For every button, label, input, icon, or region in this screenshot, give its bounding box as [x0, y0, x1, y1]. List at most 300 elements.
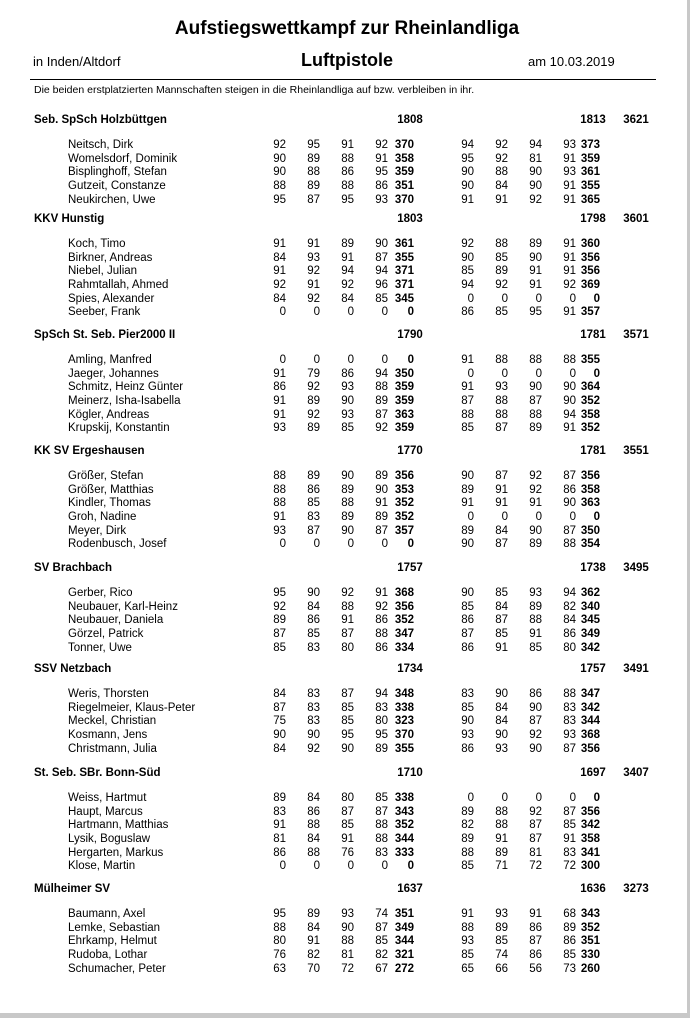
shooter-row [0, 908, 694, 922]
shooter-name: Klose, Martin [68, 860, 136, 873]
series-score: 0 [467, 292, 474, 305]
shooter-row [0, 238, 694, 252]
series-score: 89 [495, 265, 508, 278]
series-score: 80 [341, 792, 354, 804]
team-block [0, 210, 694, 320]
shooter-name: Tonner, Uwe [68, 641, 132, 654]
team-header [0, 880, 694, 902]
round-total: 350 [580, 524, 600, 537]
round-total: 358 [580, 483, 600, 496]
series-score: 87 [563, 742, 576, 755]
series-score: 87 [375, 805, 388, 818]
series-score: 90 [273, 152, 286, 165]
round-total: 343 [580, 908, 600, 920]
team-name: SV Brachbach [34, 562, 112, 574]
series-score: 84 [307, 792, 320, 804]
series-score: 88 [563, 688, 576, 700]
round-total: 334 [394, 641, 414, 654]
team-name: Seb. SpSch Holzbüttgen [34, 114, 167, 126]
shooter-name: Kögler, Andreas [68, 408, 150, 421]
series-score: 91 [563, 422, 576, 435]
shooter-name: Groh, Nadine [68, 511, 137, 524]
series-score: 86 [529, 949, 542, 962]
series-score: 92 [273, 600, 286, 613]
series-score: 88 [529, 408, 542, 421]
series-score: 86 [375, 614, 388, 627]
shooter-row [0, 601, 694, 615]
shooter-name: Christmann, Julia [68, 742, 157, 755]
series-score: 0 [381, 860, 388, 873]
series-score: 82 [375, 949, 388, 962]
round-total: 350 [394, 367, 414, 380]
round-total: 347 [580, 688, 600, 700]
series-score: 91 [495, 641, 508, 654]
series-score: 84 [273, 292, 286, 305]
series-score: 93 [495, 742, 508, 755]
series-score: 95 [273, 908, 286, 920]
series-score: 85 [563, 819, 576, 832]
series-score: 89 [307, 152, 320, 165]
round-total: 272 [394, 962, 414, 975]
series-score: 74 [495, 949, 508, 962]
series-score: 85 [461, 600, 474, 613]
series-score: 91 [341, 251, 354, 264]
series-score: 56 [529, 962, 542, 975]
series-score: 89 [341, 483, 354, 496]
series-score: 85 [495, 306, 508, 319]
series-score: 85 [375, 792, 388, 804]
shooter-name: Görzel, Patrick [68, 628, 144, 641]
series-score: 76 [273, 949, 286, 962]
series-score: 87 [307, 524, 320, 537]
series-score: 88 [495, 819, 508, 832]
series-score: 88 [495, 395, 508, 408]
series-score: 90 [529, 524, 542, 537]
series-score: 90 [529, 742, 542, 755]
shooter-row [0, 265, 694, 279]
series-score: 85 [341, 715, 354, 728]
series-score: 0 [569, 367, 576, 380]
series-score: 90 [341, 470, 354, 482]
series-score: 89 [307, 395, 320, 408]
series-score: 0 [279, 306, 286, 319]
series-score: 88 [273, 921, 286, 934]
series-score: 92 [529, 193, 542, 206]
series-score: 85 [341, 422, 354, 435]
team-sum-first-round: 1757 [397, 562, 423, 574]
series-score: 94 [563, 587, 576, 599]
round-total: 355 [580, 354, 600, 366]
series-score: 0 [535, 511, 542, 524]
round-total: 345 [580, 614, 600, 627]
series-score: 0 [535, 292, 542, 305]
series-score: 90 [273, 729, 286, 742]
series-score: 87 [375, 921, 388, 934]
round-total: 338 [394, 701, 414, 714]
team-sum-first-round: 1803 [397, 213, 423, 225]
team-name: SpSch St. Seb. Pier2000 II [34, 329, 176, 341]
series-score: 88 [341, 600, 354, 613]
series-score: 93 [375, 193, 388, 206]
round-total: 356 [394, 600, 414, 613]
series-score: 92 [461, 238, 474, 250]
series-score: 87 [461, 628, 474, 641]
series-score: 91 [273, 395, 286, 408]
round-total: 0 [407, 354, 414, 366]
series-score: 88 [461, 921, 474, 934]
round-total: 343 [394, 805, 414, 818]
series-score: 91 [375, 587, 388, 599]
team-sum-second-round: 1697 [580, 767, 606, 779]
series-score: 92 [495, 279, 508, 292]
series-score: 83 [563, 715, 576, 728]
round-total: 355 [580, 180, 600, 193]
series-score: 68 [563, 908, 576, 920]
team-header [0, 111, 694, 133]
series-score: 88 [563, 538, 576, 551]
round-total: 356 [580, 265, 600, 278]
series-score: 92 [529, 470, 542, 482]
series-score: 85 [375, 935, 388, 948]
series-score: 85 [495, 628, 508, 641]
series-score: 93 [307, 251, 320, 264]
series-score: 91 [563, 833, 576, 846]
series-score: 88 [461, 846, 474, 859]
series-score: 89 [375, 470, 388, 482]
series-score: 93 [529, 587, 542, 599]
series-score: 90 [529, 166, 542, 179]
series-score: 93 [461, 729, 474, 742]
series-score: 87 [529, 395, 542, 408]
series-score: 85 [495, 587, 508, 599]
series-score: 91 [341, 833, 354, 846]
series-score: 87 [563, 524, 576, 537]
series-score: 0 [501, 367, 508, 380]
series-score: 85 [461, 949, 474, 962]
series-score: 0 [279, 860, 286, 873]
series-score: 93 [495, 908, 508, 920]
series-score: 94 [461, 279, 474, 292]
series-score: 0 [313, 354, 320, 366]
series-score: 89 [307, 470, 320, 482]
shooter-row [0, 279, 694, 293]
series-score: 0 [347, 306, 354, 319]
series-score: 84 [495, 600, 508, 613]
team-header [0, 442, 694, 464]
round-total: 330 [580, 949, 600, 962]
round-total: 351 [394, 908, 414, 920]
shooter-name: Hartmann, Matthias [68, 819, 169, 832]
series-score: 88 [341, 152, 354, 165]
shooter-row [0, 395, 694, 409]
series-score: 90 [529, 251, 542, 264]
series-score: 89 [307, 180, 320, 193]
series-score: 95 [461, 152, 474, 165]
shooter-row [0, 614, 694, 628]
shooter-row [0, 963, 694, 977]
series-score: 75 [273, 715, 286, 728]
series-score: 91 [563, 251, 576, 264]
series-score: 87 [341, 805, 354, 818]
series-score: 92 [307, 742, 320, 755]
series-score: 92 [273, 279, 286, 292]
round-total: 349 [394, 921, 414, 934]
series-score: 90 [461, 251, 474, 264]
series-score: 88 [307, 819, 320, 832]
round-total: 356 [580, 805, 600, 818]
round-total: 349 [580, 628, 600, 641]
series-score: 88 [495, 805, 508, 818]
series-score: 83 [563, 846, 576, 859]
round-total: 351 [394, 180, 414, 193]
series-score: 91 [375, 152, 388, 165]
series-score: 92 [375, 600, 388, 613]
series-score: 85 [563, 949, 576, 962]
round-total: 353 [394, 483, 414, 496]
series-score: 83 [375, 846, 388, 859]
round-total: 361 [580, 166, 600, 179]
team-sum-second-round: 1781 [580, 329, 606, 341]
series-score: 87 [495, 614, 508, 627]
series-score: 93 [341, 381, 354, 394]
shooter-name: Kindler, Thomas [68, 497, 151, 510]
series-score: 94 [563, 408, 576, 421]
series-score: 95 [341, 729, 354, 742]
series-score: 89 [341, 238, 354, 250]
shooter-row [0, 194, 694, 208]
round-total: 365 [580, 193, 600, 206]
header-divider [30, 79, 656, 80]
team-total: 3571 [623, 329, 649, 341]
series-score: 90 [529, 180, 542, 193]
series-score: 80 [375, 715, 388, 728]
series-score: 82 [307, 949, 320, 962]
series-score: 0 [313, 538, 320, 551]
series-score: 95 [375, 729, 388, 742]
series-score: 95 [273, 193, 286, 206]
series-score: 86 [563, 628, 576, 641]
round-total: 351 [580, 935, 600, 948]
series-score: 91 [461, 381, 474, 394]
series-score: 76 [341, 846, 354, 859]
series-score: 93 [461, 935, 474, 948]
series-score: 88 [341, 935, 354, 948]
shooter-row [0, 525, 694, 539]
series-score: 92 [307, 292, 320, 305]
series-score: 92 [307, 381, 320, 394]
series-score: 89 [461, 483, 474, 496]
series-score: 89 [529, 238, 542, 250]
series-score: 94 [529, 139, 542, 151]
series-score: 87 [273, 701, 286, 714]
series-score: 90 [341, 742, 354, 755]
round-total: 300 [580, 860, 600, 873]
series-score: 92 [375, 139, 388, 151]
series-score: 89 [273, 614, 286, 627]
shooter-name: Lysik, Boguslaw [68, 833, 151, 846]
series-score: 90 [273, 166, 286, 179]
series-score: 90 [563, 395, 576, 408]
shooter-name: Neukirchen, Uwe [68, 193, 156, 206]
page-title: Aufstiegswettkampf zur Rheinlandliga [174, 18, 520, 39]
series-score: 83 [307, 688, 320, 700]
series-score: 86 [307, 805, 320, 818]
series-score: 85 [307, 497, 320, 510]
shooter-row [0, 935, 694, 949]
series-score: 90 [495, 688, 508, 700]
shooter-name: Neitsch, Dirk [68, 139, 134, 151]
shooter-name: Bisplinghoff, Stefan [68, 166, 167, 179]
shooter-name: Lemke, Sebastian [68, 921, 161, 934]
shooter-name: Amling, Manfred [68, 354, 152, 366]
series-score: 91 [563, 193, 576, 206]
series-score: 91 [495, 483, 508, 496]
series-score: 87 [495, 538, 508, 551]
series-score: 66 [495, 962, 508, 975]
team-total: 3495 [623, 562, 649, 574]
shooter-name: Neubauer, Daniela [68, 614, 164, 627]
series-score: 80 [341, 641, 354, 654]
series-score: 91 [307, 238, 320, 250]
series-score: 94 [375, 367, 388, 380]
series-score: 87 [495, 470, 508, 482]
shooter-row [0, 511, 694, 525]
round-total: 371 [394, 279, 414, 292]
date-label: am 10.03.2019 [528, 54, 615, 69]
series-score: 93 [563, 139, 576, 151]
team-block [0, 326, 694, 436]
team-total: 3491 [623, 663, 649, 675]
series-score: 89 [529, 538, 542, 551]
round-total: 344 [580, 715, 600, 728]
round-total: 0 [407, 306, 414, 319]
series-score: 84 [495, 180, 508, 193]
series-score: 86 [273, 846, 286, 859]
team-name: St. Seb. SBr. Bonn-Süd [34, 767, 161, 779]
series-score: 90 [461, 587, 474, 599]
shooter-name: Größer, Stefan [68, 470, 144, 482]
series-score: 86 [341, 166, 354, 179]
team-sum-first-round: 1808 [397, 114, 423, 126]
series-score: 91 [461, 354, 474, 366]
shooter-name: Kosmann, Jens [68, 729, 148, 742]
venue-label: in Inden/Altdorf [33, 54, 121, 69]
series-score: 0 [501, 511, 508, 524]
team-sum-second-round: 1798 [580, 213, 606, 225]
series-score: 86 [461, 742, 474, 755]
series-score: 89 [375, 395, 388, 408]
series-score: 82 [461, 819, 474, 832]
round-total: 370 [394, 139, 414, 151]
round-total: 352 [394, 819, 414, 832]
round-total: 355 [394, 742, 414, 755]
series-score: 85 [307, 628, 320, 641]
round-total: 348 [394, 688, 414, 700]
series-score: 92 [563, 279, 576, 292]
series-score: 93 [341, 908, 354, 920]
series-score: 91 [563, 180, 576, 193]
round-total: 357 [580, 306, 600, 319]
series-score: 85 [495, 935, 508, 948]
series-score: 88 [375, 381, 388, 394]
shooter-name: Weris, Thorsten [68, 688, 149, 700]
round-total: 260 [580, 962, 600, 975]
series-score: 67 [375, 962, 388, 975]
team-sum-first-round: 1790 [397, 329, 423, 341]
series-score: 85 [461, 860, 474, 873]
round-total: 354 [580, 538, 600, 551]
shooter-name: Birkner, Andreas [68, 251, 153, 264]
series-score: 86 [461, 641, 474, 654]
shooter-name: Größer, Matthias [68, 483, 154, 496]
shooter-row [0, 729, 694, 743]
series-score: 91 [307, 935, 320, 948]
series-score: 0 [535, 792, 542, 804]
series-score: 91 [529, 279, 542, 292]
shooter-name: Haupt, Marcus [68, 805, 143, 818]
series-score: 0 [467, 511, 474, 524]
series-score: 93 [563, 166, 576, 179]
shooter-row [0, 642, 694, 656]
series-score: 74 [375, 908, 388, 920]
series-score: 94 [375, 265, 388, 278]
series-score: 0 [279, 354, 286, 366]
shooter-row [0, 819, 694, 833]
series-score: 87 [495, 422, 508, 435]
team-header [0, 326, 694, 348]
team-total: 3407 [623, 767, 649, 779]
team-block [0, 660, 694, 756]
series-score: 91 [529, 908, 542, 920]
round-total: 333 [394, 846, 414, 859]
round-total: 357 [394, 524, 414, 537]
round-total: 356 [580, 742, 600, 755]
shooter-row [0, 497, 694, 511]
round-total: 358 [580, 408, 600, 421]
series-score: 79 [307, 367, 320, 380]
shooter-name: Rudoba, Lothar [68, 949, 148, 962]
series-score: 91 [495, 193, 508, 206]
round-total: 358 [580, 833, 600, 846]
series-score: 88 [375, 628, 388, 641]
series-score: 91 [495, 833, 508, 846]
series-score: 85 [495, 251, 508, 264]
shooter-name: Jaeger, Johannes [68, 367, 159, 380]
series-score: 91 [273, 265, 286, 278]
series-score: 90 [495, 729, 508, 742]
round-total: 371 [394, 265, 414, 278]
series-score: 91 [495, 497, 508, 510]
series-score: 85 [461, 422, 474, 435]
round-total: 347 [394, 628, 414, 641]
series-score: 88 [307, 166, 320, 179]
series-score: 91 [273, 367, 286, 380]
series-score: 84 [307, 833, 320, 846]
round-total: 352 [394, 511, 414, 524]
series-score: 85 [461, 265, 474, 278]
series-score: 92 [529, 805, 542, 818]
round-total: 368 [580, 729, 600, 742]
series-score: 90 [375, 483, 388, 496]
shooter-name: Spies, Alexander [68, 292, 155, 305]
shooter-name: Neubauer, Karl-Heinz [68, 600, 178, 613]
series-score: 91 [529, 628, 542, 641]
round-total: 0 [593, 511, 600, 524]
series-score: 93 [273, 524, 286, 537]
round-total: 359 [580, 152, 600, 165]
series-score: 81 [529, 846, 542, 859]
team-sum-second-round: 1636 [580, 883, 606, 895]
